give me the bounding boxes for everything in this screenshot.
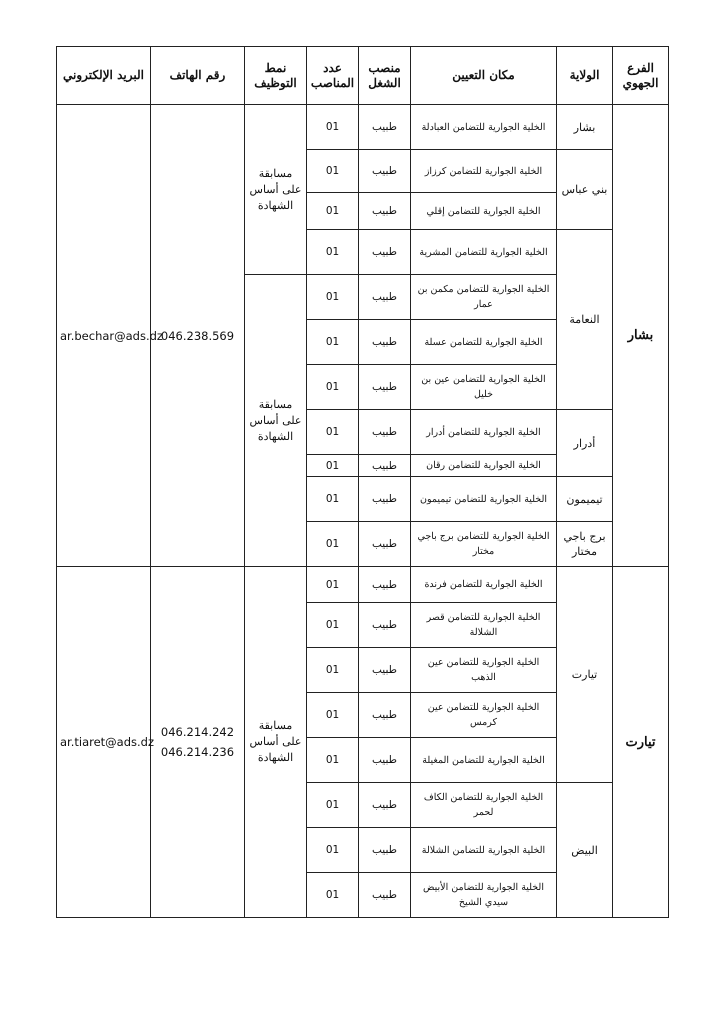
- post-cell: طبيب: [359, 320, 411, 365]
- post-cell: طبيب: [359, 410, 411, 455]
- count-cell: 01: [307, 477, 359, 522]
- post-cell: طبيب: [359, 648, 411, 693]
- post-cell: طبيب: [359, 693, 411, 738]
- count-cell: 01: [307, 738, 359, 783]
- header-row: [57, 47, 669, 105]
- branch-tiaret: تيارت: [613, 567, 669, 918]
- place-cell: الخلية الجوارية للتضامن الشلالة: [411, 828, 557, 873]
- phone-bechar: 046.238.569: [151, 105, 245, 567]
- count-cell: 01: [307, 648, 359, 693]
- wilaya-cell: بشار: [557, 105, 613, 150]
- place-cell: الخلية الجوارية للتضامن المشرية: [411, 230, 557, 275]
- post-cell: طبيب: [359, 873, 411, 918]
- mode-cell: مسابقة على أساس الشهادة: [245, 567, 307, 918]
- mode-cell: مسابقة على أساس الشهادة: [245, 275, 307, 567]
- count-cell: 01: [307, 455, 359, 477]
- table-row: [57, 105, 669, 150]
- place-cell: الخلية الجوارية للتضامن برج باجي مختار: [411, 522, 557, 567]
- place-cell: الخلية الجوارية للتضامن عين كرمس: [411, 693, 557, 738]
- wilaya-cell: بني عباس: [557, 150, 613, 230]
- place-cell: الخلية الجوارية للتضامن أدرار: [411, 410, 557, 455]
- post-cell: طبيب: [359, 455, 411, 477]
- place-cell: الخلية الجوارية للتضامن إقلي: [411, 193, 557, 230]
- phone-line-2: 046.214.236: [160, 745, 235, 759]
- post-cell: طبيب: [359, 150, 411, 193]
- post-cell: طبيب: [359, 365, 411, 410]
- count-cell: 01: [307, 275, 359, 320]
- count-cell: 01: [307, 150, 359, 193]
- place-cell: الخلية الجوارية للتضامن فرندة: [411, 567, 557, 603]
- phone-line-1: 046.214.242: [160, 725, 235, 739]
- post-cell: طبيب: [359, 828, 411, 873]
- mode-cell: مسابقة على أساس الشهادة: [245, 105, 307, 275]
- header-post: منصب الشغل: [359, 47, 411, 105]
- table-row: [57, 567, 669, 603]
- count-cell: 01: [307, 693, 359, 738]
- wilaya-cell: النعامة: [557, 230, 613, 410]
- place-cell: الخلية الجوارية للتضامن قصر الشلالة: [411, 603, 557, 648]
- count-cell: 01: [307, 603, 359, 648]
- wilaya-cell: البيض: [557, 783, 613, 918]
- count-cell: 01: [307, 105, 359, 150]
- count-cell: 01: [307, 230, 359, 275]
- place-cell: الخلية الجوارية للتضامن رقان: [411, 455, 557, 477]
- post-cell: طبيب: [359, 230, 411, 275]
- phone-tiaret: [151, 567, 245, 918]
- post-cell: طبيب: [359, 783, 411, 828]
- post-cell: طبيب: [359, 477, 411, 522]
- post-cell: طبيب: [359, 603, 411, 648]
- wilaya-cell: برج باجي مختار: [557, 522, 613, 567]
- count-cell: 01: [307, 365, 359, 410]
- post-cell: طبيب: [359, 193, 411, 230]
- place-cell: الخلية الجوارية للتضامن عسلة: [411, 320, 557, 365]
- header-branch: الفرع الجهوي: [613, 47, 669, 105]
- count-cell: 01: [307, 522, 359, 567]
- post-cell: طبيب: [359, 275, 411, 320]
- count-cell: 01: [307, 320, 359, 365]
- place-cell: الخلية الجوارية للتضامن المغيلة: [411, 738, 557, 783]
- count-cell: 01: [307, 193, 359, 230]
- wilaya-cell: تيميمون: [557, 477, 613, 522]
- count-cell: 01: [307, 410, 359, 455]
- place-cell: الخلية الجوارية للتضامن العبادلة: [411, 105, 557, 150]
- place-cell: الخلية الجوارية للتضامن تيميمون: [411, 477, 557, 522]
- place-cell: الخلية الجوارية للتضامن الأبيض سيدي الشيخ: [411, 873, 557, 918]
- header-mode: نمط التوظيف: [245, 47, 307, 105]
- recruitment-table: [56, 46, 669, 918]
- post-cell: طبيب: [359, 105, 411, 150]
- post-cell: طبيب: [359, 567, 411, 603]
- email-bechar: ar.bechar@ads.dz: [57, 105, 151, 567]
- count-cell: 01: [307, 783, 359, 828]
- count-cell: 01: [307, 828, 359, 873]
- place-cell: الخلية الجوارية للتضامن عين الذهب: [411, 648, 557, 693]
- place-cell: الخلية الجوارية للتضامن كرزاز: [411, 150, 557, 193]
- branch-bechar: بشار: [613, 105, 669, 567]
- place-cell: الخلية الجوارية للتضامن مكمن بن عمار: [411, 275, 557, 320]
- post-cell: طبيب: [359, 738, 411, 783]
- wilaya-cell: أدرار: [557, 410, 613, 477]
- header-email: البريد الإلكتروني: [57, 47, 151, 105]
- email-tiaret: ar.tiaret@ads.dz: [57, 567, 151, 918]
- place-cell: الخلية الجوارية للتضامن الكاف لحمر: [411, 783, 557, 828]
- place-cell: الخلية الجوارية للتضامن عين بن خليل: [411, 365, 557, 410]
- wilaya-cell: تيارت: [557, 567, 613, 783]
- header-count: عدد المناصب: [307, 47, 359, 105]
- header-place: مكان التعيين: [411, 47, 557, 105]
- post-cell: طبيب: [359, 522, 411, 567]
- header-wilaya: الولاية: [557, 47, 613, 105]
- count-cell: 01: [307, 873, 359, 918]
- header-phone: رقم الهاتف: [151, 47, 245, 105]
- count-cell: 01: [307, 567, 359, 603]
